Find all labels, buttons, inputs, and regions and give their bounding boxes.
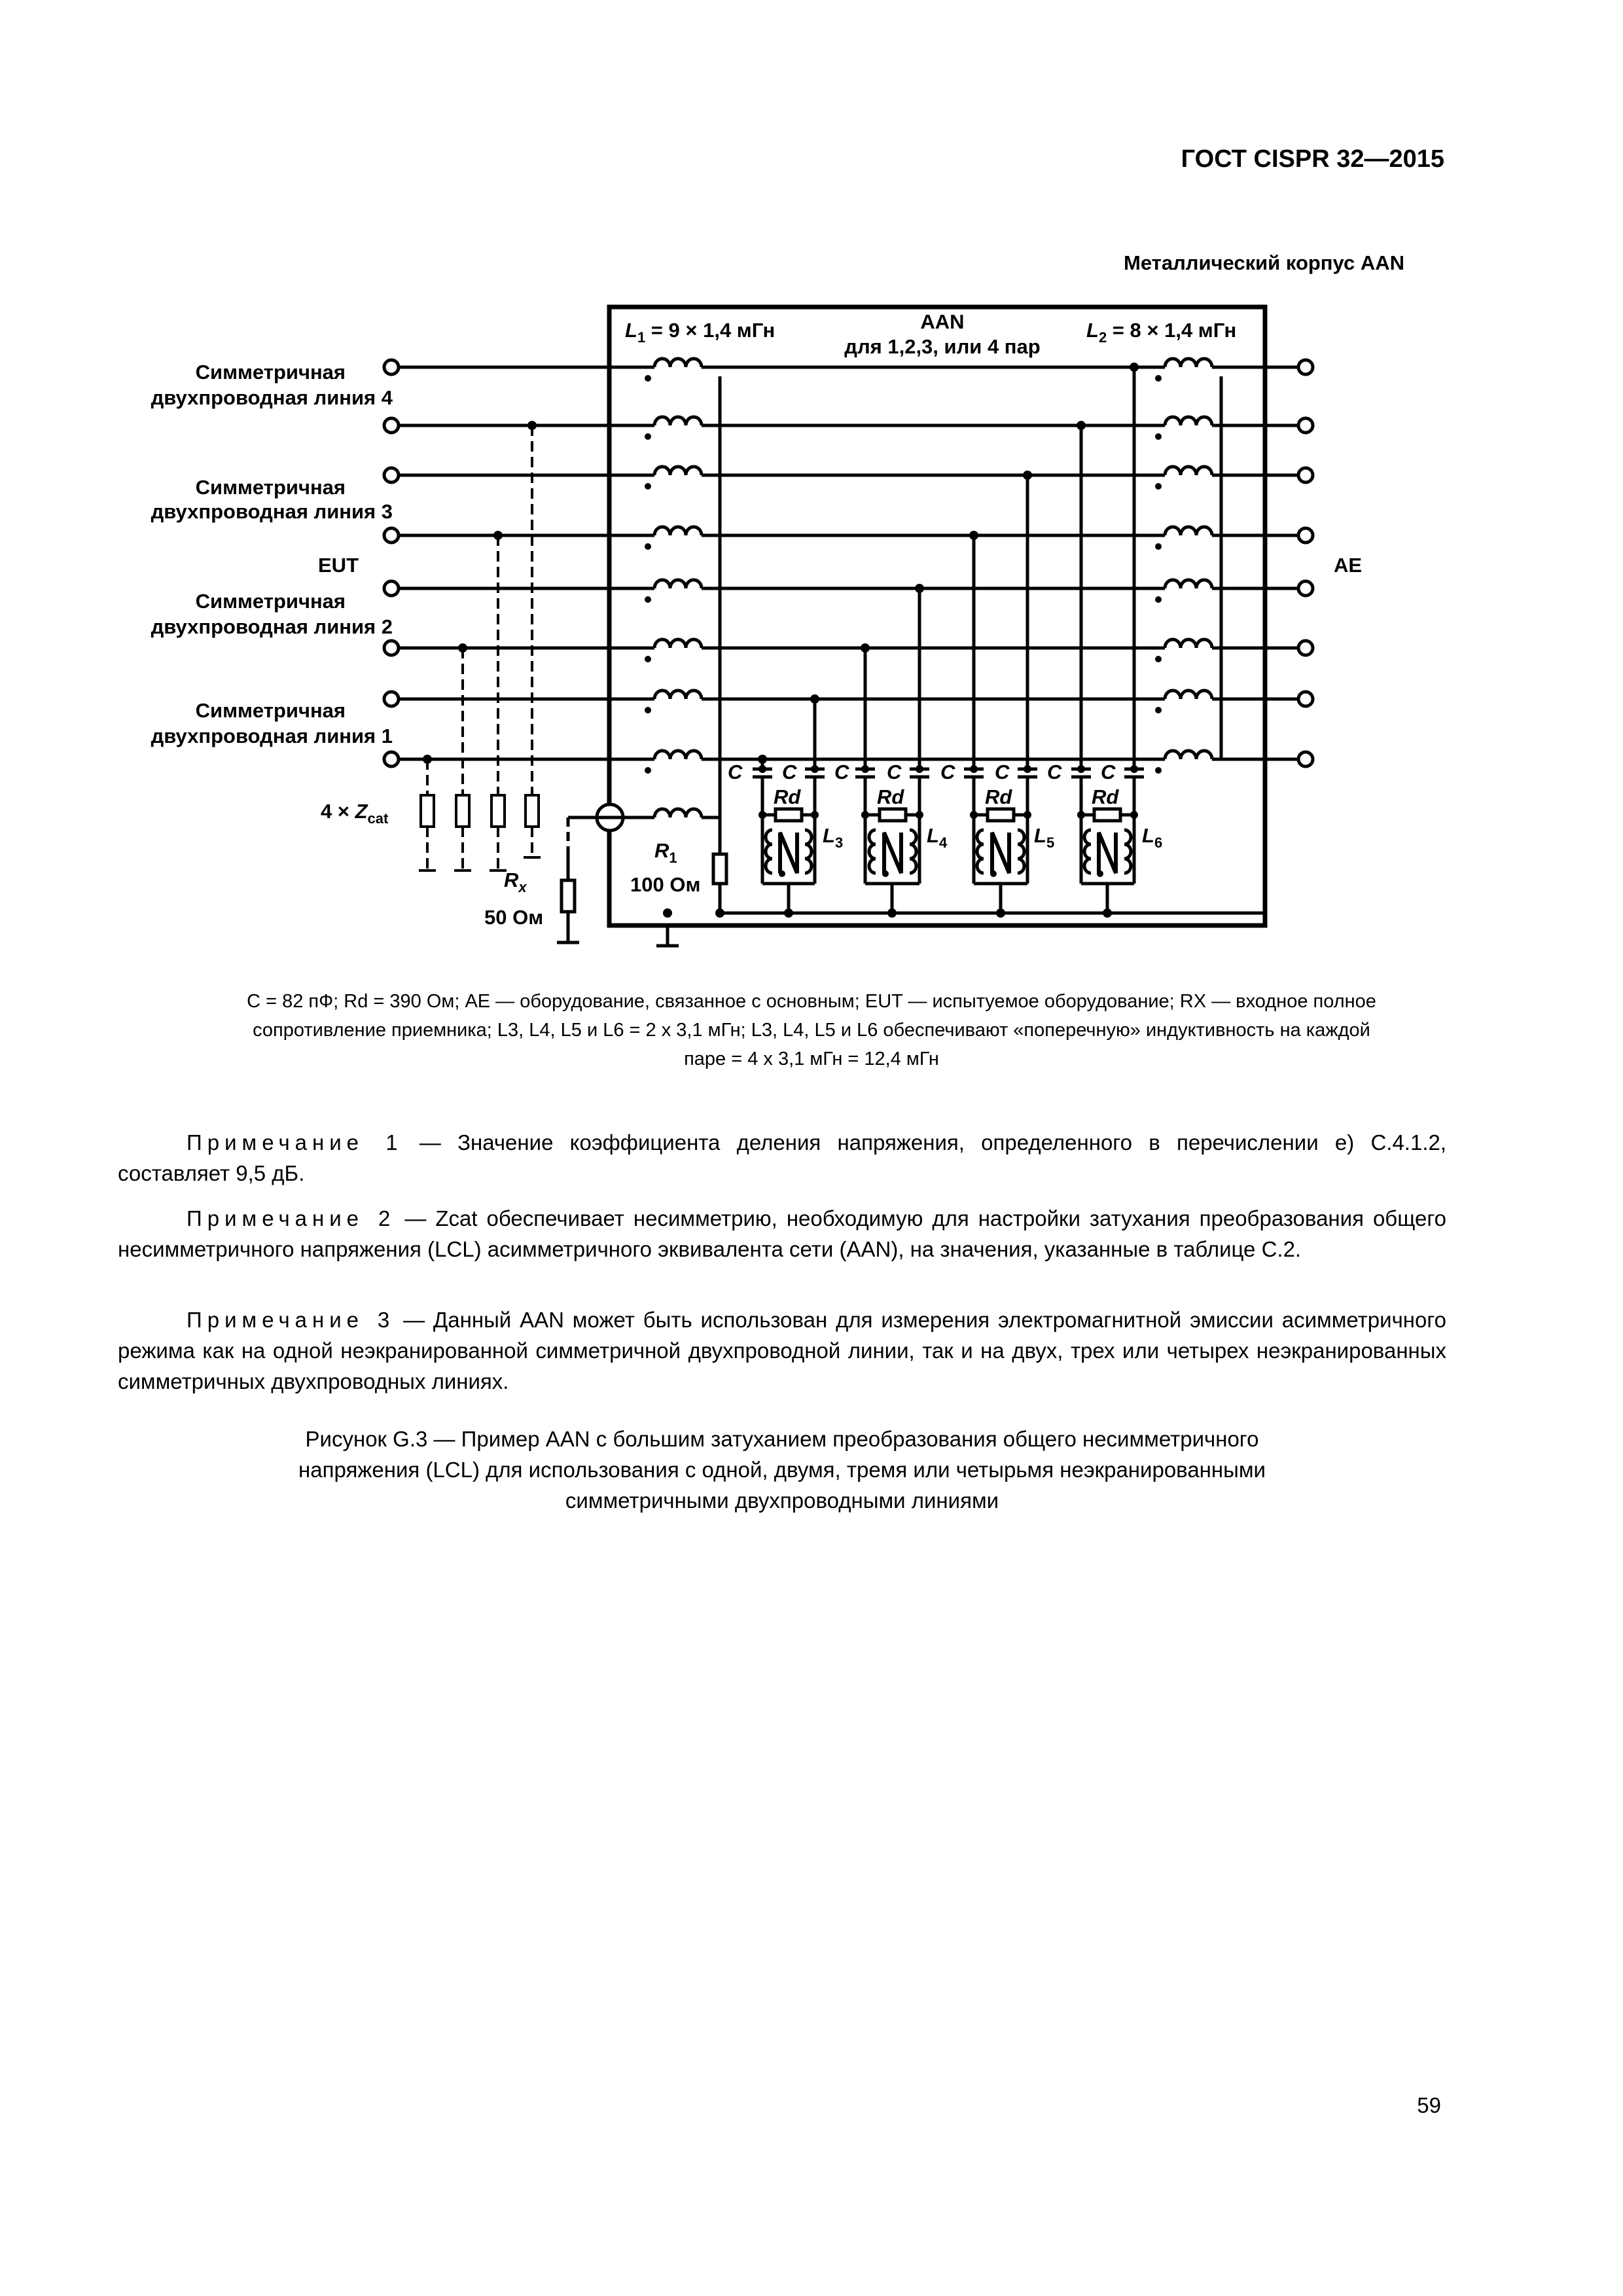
r1-label: $R_1$ <box>654 839 677 866</box>
caption-line-1: Рисунок G.3 — Пример AAN с большим затуханием преобразования общего несимметричного <box>305 1427 1259 1451</box>
svg-text:Rd: Rd <box>985 785 1012 808</box>
aan-circuit-diagram <box>0 0 1623 982</box>
note-3-text: — Данный AAN может быть использован для измерения электромагнитной эмиссии асимметричного режима как на одной неэкранированной симметричной двухпроводной линии, так и на двух, трех или четырех неэкранированных симметричных двухпроводных линиях. <box>118 1308 1447 1393</box>
svg-text:C: C <box>834 761 849 783</box>
rx-value: 50 Ом <box>484 906 544 929</box>
figure-caption <box>118 1424 1446 1516</box>
line1-label-1: Симметричная <box>195 699 346 722</box>
note-3 <box>118 1304 1446 1397</box>
r1-value: 100 Ом <box>630 873 701 896</box>
svg-text:C: C <box>1047 761 1062 783</box>
line3-label-2: двухпроводная линия 3 <box>151 500 393 523</box>
l5-label: $L_5$ <box>1034 824 1055 851</box>
line2-label-2: двухпроводная линия 2 <box>151 615 393 638</box>
l2-label: $L_2 = 8 \times 1,4$ мГн <box>1086 319 1237 346</box>
svg-text:C: C <box>1101 761 1116 783</box>
ground-bus <box>656 884 1263 946</box>
zcat-label: $4 \times Z_{cat}$ <box>321 800 389 827</box>
page-number: 59 <box>1417 2093 1441 2117</box>
note-2-label: Примечание 2 <box>187 1206 396 1230</box>
caption-line-2: напряжения (LCL) для использования с одной, двумя, тремя или четырьмя неэкранированными <box>298 1458 1266 1482</box>
note-1 <box>118 1127 1446 1189</box>
svg-text:C: C <box>728 761 743 783</box>
enclosure-label: Металлический корпус AAN <box>1124 251 1405 274</box>
svg-text:Rd: Rd <box>877 785 904 808</box>
l6-label: $L_6$ <box>1142 824 1163 851</box>
note-1-label: Примечание 1 <box>187 1130 403 1155</box>
r1-resistor <box>713 819 726 913</box>
note-3-label: Примечание 3 <box>187 1308 395 1332</box>
line4-label-1: Симметричная <box>195 361 346 384</box>
coil-dots <box>645 375 1162 774</box>
note-2 <box>118 1203 1446 1265</box>
line1-label-2: двухпроводная линия 1 <box>151 725 393 747</box>
svg-text:Rd: Rd <box>774 785 801 808</box>
line2-label-1: Симметричная <box>195 590 346 613</box>
junction-dots <box>423 363 1139 764</box>
aan-subtitle: для 1,2,3, или 4 пар <box>844 335 1041 358</box>
legend-line-1: C = 82 пФ; Rd = 390 Ом; AE — оборудование, связанное с основным; EUT — испытуемое оборудование; RX — входное полное <box>247 991 1376 1012</box>
note-2-text: — Zcat обеспечивает несимметрию, необходимую для настройки затухания преобразования общего несимметричного напряжения (LCL) асимметричного эквивалента сети (AAN), на значения, указанные в таблице С.2. <box>118 1206 1446 1261</box>
aan-title: AAN <box>920 310 965 333</box>
ae-label: AE <box>1334 554 1363 577</box>
l4-label: $L_4$ <box>927 824 948 851</box>
legend-line-2: сопротивление приемника; L3, L4, L5 и L6 = 2 х 3,1 мГн; L3, L4, L5 и L6 обеспечивают «поперечную» индуктивность на каждой <box>253 1020 1370 1041</box>
figure-legend <box>118 987 1505 1073</box>
svg-text:C: C <box>782 761 797 783</box>
svg-text:C: C <box>940 761 955 783</box>
right-terminals <box>1298 360 1313 766</box>
line4-label-2: двухпроводная линия 4 <box>151 386 393 409</box>
note-1-text: — Значение коэффициента деления напряжения, определенного в перечислении е) С.4.1.2, составляет 9,5 дБ. <box>118 1130 1447 1185</box>
l3-label: $L_3$ <box>823 824 844 851</box>
receiver-port <box>557 804 623 942</box>
document-id: ГОСТ CISPR 32—2015 <box>1181 145 1444 173</box>
svg-text:C: C <box>887 761 902 783</box>
caption-line-3: симметричными двухпроводными линиями <box>565 1488 999 1513</box>
l1-label: $L_1 = 9 \times 1,4$ мГн <box>625 319 776 346</box>
left-terminals <box>384 360 399 766</box>
svg-text:Rd: Rd <box>1092 785 1119 808</box>
svg-text:C: C <box>995 761 1010 783</box>
eut-label: EUT <box>318 554 359 577</box>
rx-label: $R_x$ <box>504 869 527 895</box>
line3-label-1: Симметричная <box>195 476 346 499</box>
legend-line-3: паре = 4 х 3,1 мГн = 12,4 мГн <box>684 1049 939 1069</box>
